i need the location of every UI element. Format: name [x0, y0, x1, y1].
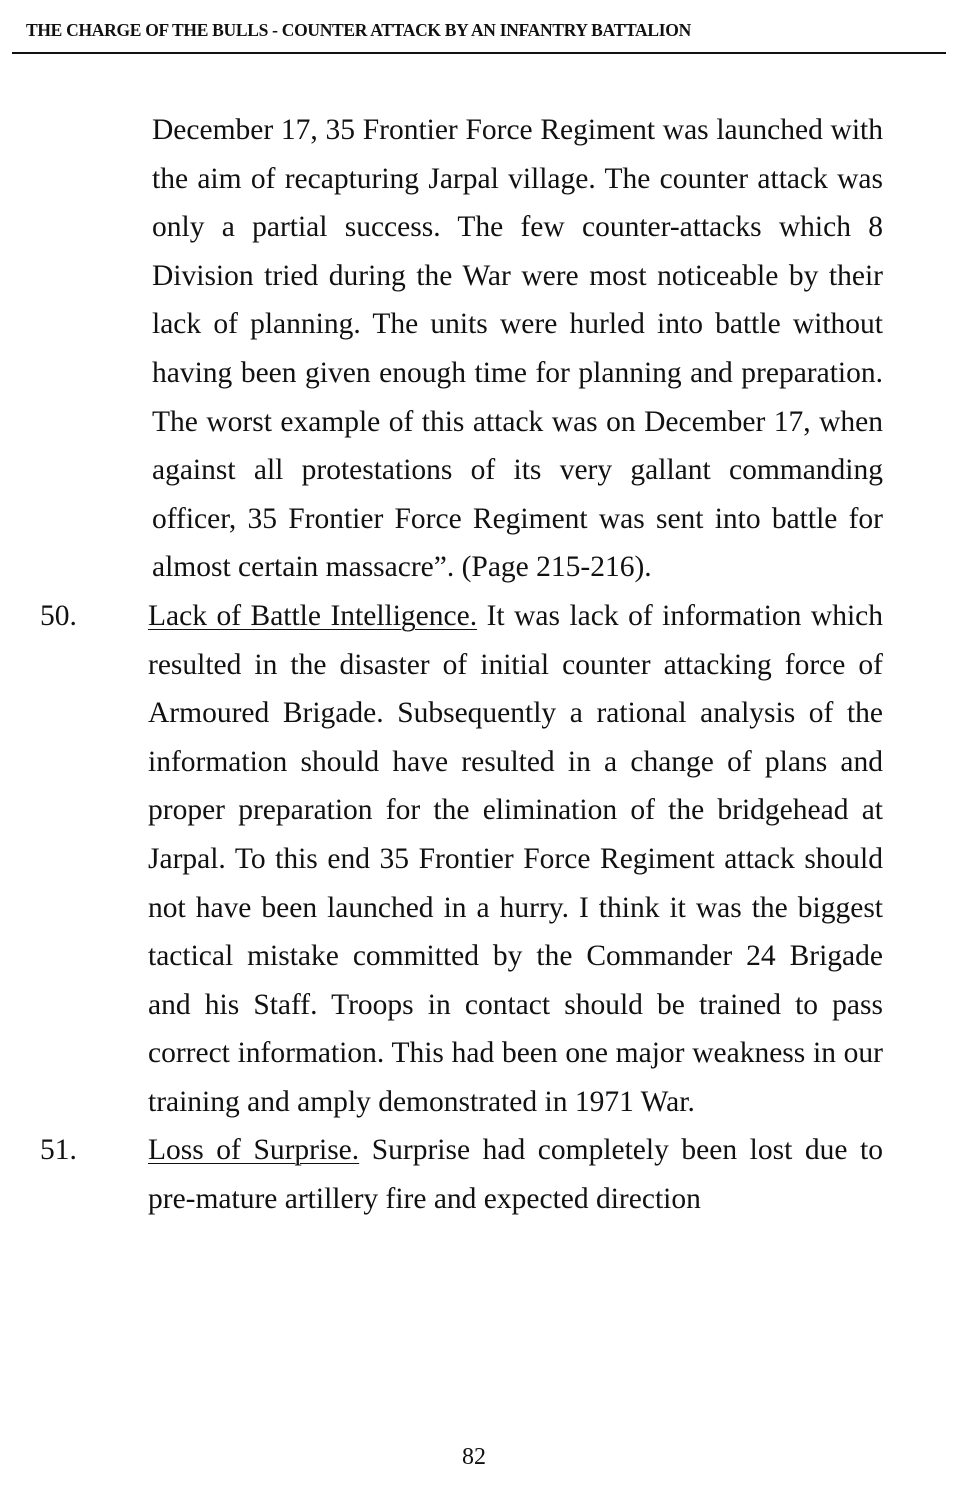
paragraph-51 — [40, 1126, 883, 1223]
page-number: 82 — [462, 1444, 486, 1470]
header-rule — [12, 52, 946, 54]
intro-paragraph: December 17, 35 Frontier Force Regiment was launched with the aim of recapturing Jarpal village. The counter attack was only a partial success. The few counter-attacks which 8 Division tried during the War were most noticeable by their lack of planning. The units were hurled into battle without having been given enough time for planning and preparation. The worst example of this attack was on December 17, when against all protestations of its very gallant commanding officer, 35 Frontier Force Regiment was sent into battle for almost certain massacre”. (Page 215-216). — [152, 114, 883, 584]
paragraph-text: It was lack of information which resulted in the disaster of initial counter attacking force of Armoured Brigade. Subsequently a rational analysis of the information should have resulted in a change of plans and proper preparation for the elimination of the bridgehead at Jarpal. To this end 35 Frontier Force Regiment attack should not have been launched in a hurry. I think it was the biggest tactical mistake committed by the Commander 24 Brigade and his Staff. Troops in contact should be trained to pass correct information. This had been one major weakness in our training and amply demonstrated in 1971 War. — [148, 599, 883, 1118]
paragraph-50 — [40, 592, 883, 1127]
running-header: THE CHARGE OF THE BULLS - COUNTER ATTACK BY AN INFANTRY BATTALION — [26, 20, 691, 40]
paragraph-heading: Loss of Surprise. — [148, 1134, 360, 1167]
paragraph-number: 51. — [40, 1134, 77, 1167]
paragraph-number: 50. — [40, 599, 77, 632]
paragraph-text: Surprise had completely been lost due to pre-mature artillery fire and expected direction — [148, 1134, 883, 1216]
paragraph-heading: Lack of Battle Intelligence. — [148, 599, 478, 632]
body-text — [40, 106, 883, 1224]
